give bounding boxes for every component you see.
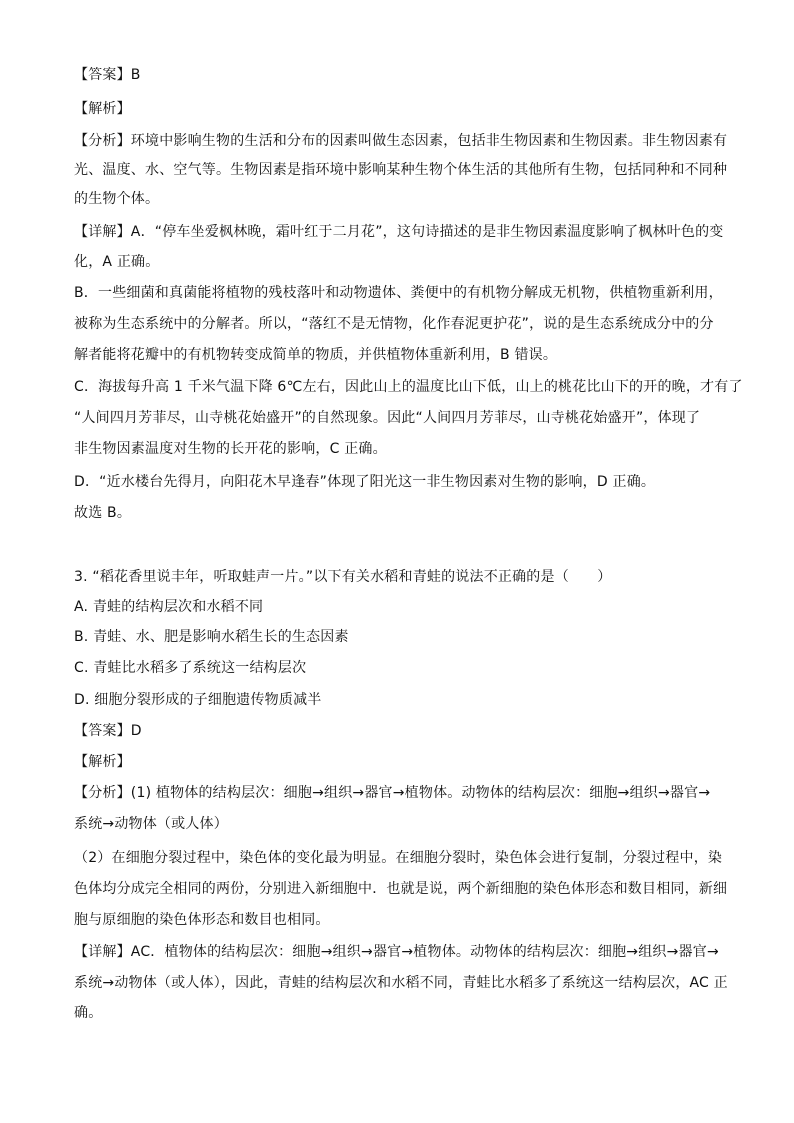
q2-xiangjie-line: B．一些细菌和真菌能将植物的残枝落叶和动物遗体、粪便中的有机物分解成无机物，供植物重新利用，	[74, 285, 723, 301]
q2-xiangjie-line: D．“近水楼台先得月，向阳花木早逢春”体现了阳光这一非生物因素对生物的影响，D 正确。	[74, 474, 656, 490]
q3-fenxi-line: 色体均分成完全相同的两份，分别进入新细胞中．也就是说，两个新细胞的染色体形态和数目相同，新细	[74, 881, 728, 897]
q2-fenxi-line: 的生物个体。	[74, 191, 160, 207]
q3-stem: 3. “稻花香里说丰年，听取蛙声一片。”以下有关水稻和青蛙的说法不正确的是（ ）	[74, 569, 612, 585]
q3-option-a: A. 青蛙的结构层次和水稻不同	[74, 599, 264, 615]
q3-fenxi-line: （2）在细胞分裂过程中，染色体的变化最为明显。在细胞分裂时，染色体会进行复制，分裂过程中，染	[74, 850, 723, 866]
q3-xiangjie-line: 确。	[74, 1005, 103, 1021]
q3-analysis-title: 【解析】	[74, 754, 131, 770]
q3-fenxi-line: 【分析】(1) 植物体的结构层次：细胞→组织→器官→植物体。动物体的结构层次：细胞→组织→器官→	[74, 785, 711, 801]
q2-xiangjie-line: 故选 B。	[74, 505, 132, 521]
q2-xiangjie-line: 【详解】A．“停车坐爱枫林晚，霜叶红于二月花”，这句诗描述的是非生物因素温度影响了枫林叶色的变	[74, 224, 724, 240]
q2-xiangjie-line: C．海拔每升高 1 千米气温下降 6℃左右，因此山上的温度比山下低，山上的桃花比山下的开的晚，才有了	[74, 379, 743, 395]
q2-answer: 【答案】B	[74, 67, 141, 83]
q3-option-b: B. 青蛙、水、肥是影响水稻生长的生态因素	[74, 629, 349, 645]
q3-option-c: C. 青蛙比水稻多了系统这一结构层次	[74, 660, 307, 676]
q2-xiangjie-line: 非生物因素温度对生物的长开花的影响，C 正确。	[74, 441, 387, 457]
q3-answer: 【答案】D	[74, 723, 142, 739]
q2-analysis-title: 【解析】	[74, 101, 131, 117]
q3-fenxi-line: 胞与原细胞的染色体形态和数目也相同。	[74, 912, 330, 928]
q2-xiangjie-line: 化，A 正确。	[74, 254, 160, 270]
q2-fenxi-line: 光、温度、水、空气等。生物因素是指环境中影响某种生物个体生活的其他所有生物，包括同种和不同种	[74, 162, 728, 178]
q3-xiangjie-line: 系统→动物体（或人体），因此，青蛙的结构层次和水稻不同，青蛙比水稻多了系统这一结构层次，AC 正	[74, 975, 728, 991]
q3-fenxi-line: 系统→动物体（或人体）	[74, 816, 228, 832]
q2-xiangjie-line: 被称为生态系统中的分解者。所以，“落红不是无情物，化作春泥更护花”，说的是生态系统成分中的分	[74, 316, 714, 332]
q3-option-d: D. 细胞分裂形成的子细胞遗传物质减半	[74, 692, 322, 708]
q2-xiangjie-line: 解者能将花瓣中的有机物转变成简单的物质，并供植物体重新利用，B 错误。	[74, 347, 558, 363]
q2-fenxi-line: 【分析】环境中影响生物的生活和分布的因素叫做生态因素，包括非生物因素和生物因素。非生物因素有	[74, 133, 728, 149]
q2-xiangjie-line: “人间四月芳菲尽，山寺桃花始盛开”的自然现象。因此“人间四月芳菲尽，山寺桃花始盛开”，体现了	[74, 410, 701, 426]
q3-xiangjie-line: 【详解】AC．植物体的结构层次：细胞→组织→器官→植物体。动物体的结构层次：细胞→组织→器官→	[74, 944, 719, 960]
